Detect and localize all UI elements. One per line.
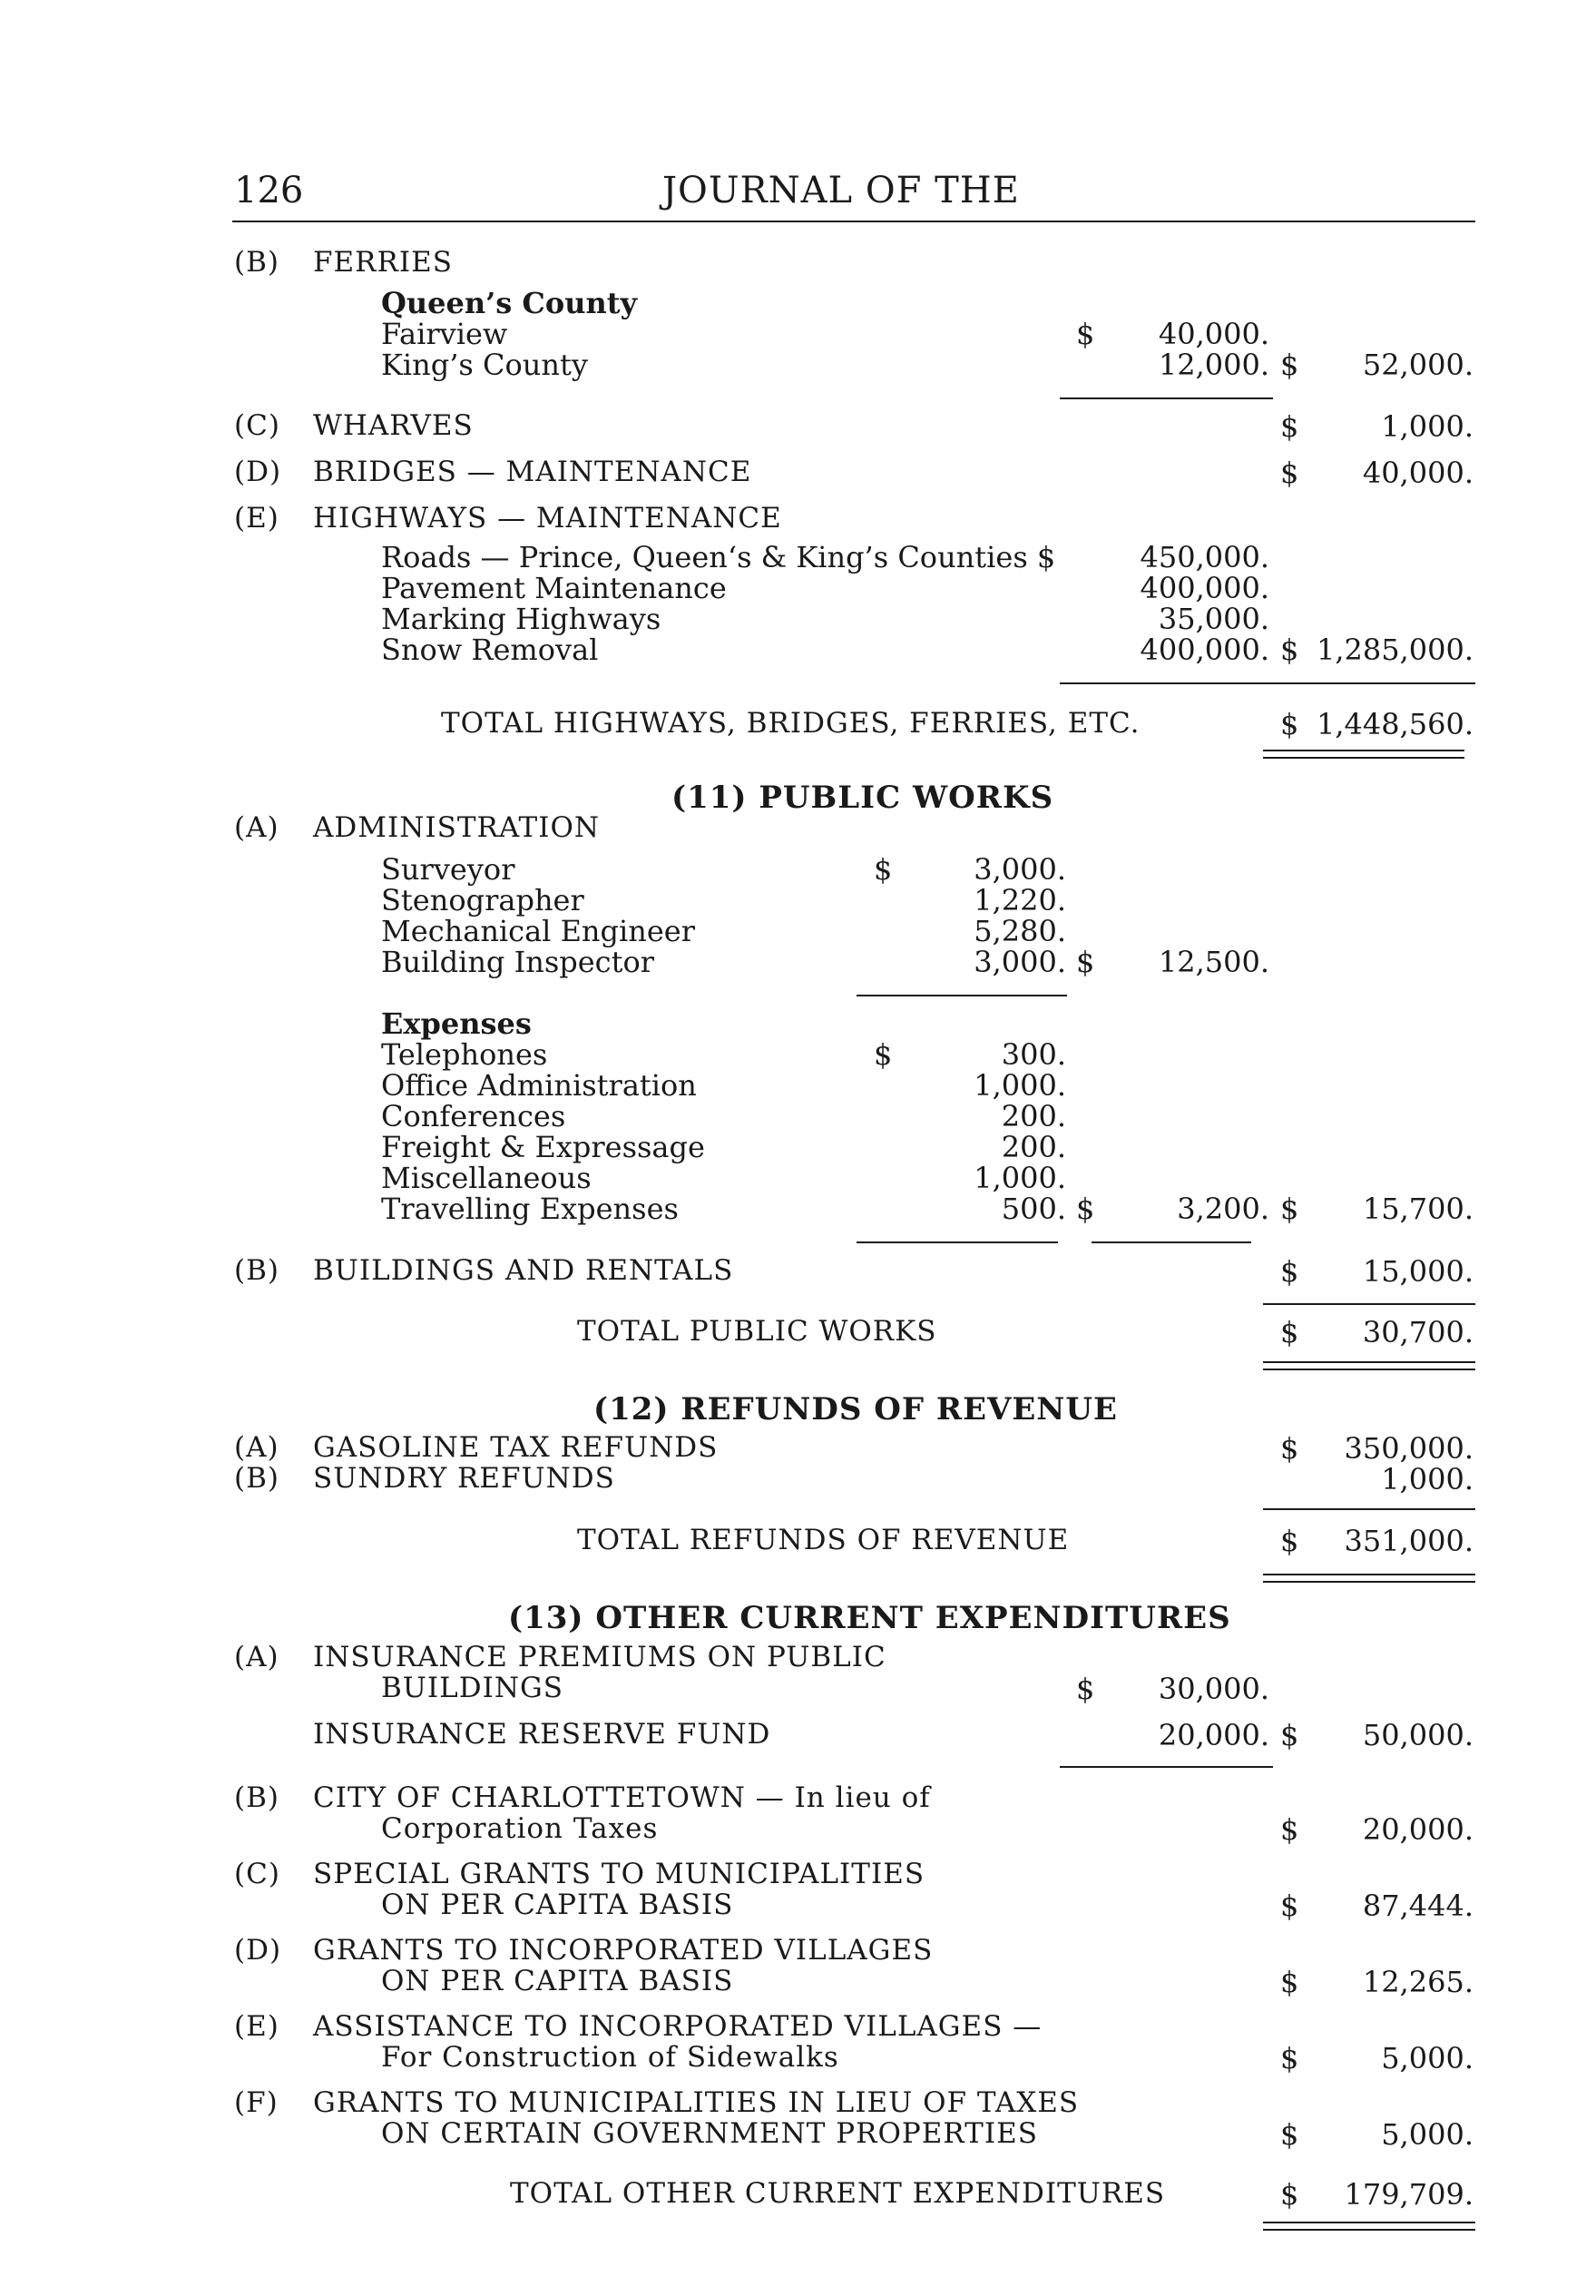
other-e-label: (E) — [234, 2010, 279, 2043]
highways-row-amount: 450,000. — [1140, 540, 1269, 574]
double-rule — [1263, 750, 1464, 751]
ferries-label: (B) — [234, 246, 279, 279]
expenses-subtotal-dollar: $ — [1076, 1192, 1095, 1226]
expense-row-name: Telephones — [381, 1037, 548, 1072]
grand-total-label: TOTAL HIGHWAYS, BRIDGES, FERRIES, ETC. — [441, 707, 1141, 740]
header-rule — [232, 221, 1475, 222]
other-a-total: 50,000. — [1362, 1718, 1474, 1752]
double-rule — [1263, 757, 1464, 759]
ferries-subhead: Queen’s County — [381, 286, 638, 320]
buildings-dollar: $ — [1280, 1254, 1299, 1289]
refund-title: GASOLINE TAX REFUNDS — [313, 1431, 719, 1464]
highways-total: 1,285,000. — [1316, 633, 1474, 667]
wharves-title: WHARVES — [313, 409, 474, 442]
admin-title: ADMINISTRATION — [313, 811, 601, 844]
buildings-total: 15,000. — [1362, 1254, 1474, 1289]
refund-total: 1,000. — [1381, 1462, 1474, 1496]
rule — [1060, 682, 1273, 684]
expense-row-dollar: $ — [874, 1037, 893, 1072]
refund-dollar: $ — [1280, 1431, 1299, 1466]
refund-label: (A) — [234, 1431, 279, 1464]
other-d-label: (D) — [234, 1934, 282, 1967]
admin-total-dollar: $ — [1280, 1192, 1299, 1226]
ferries-row-name: Fairview — [381, 317, 508, 351]
wharves-label: (C) — [234, 409, 280, 442]
other-e-total: 5,000. — [1381, 2041, 1474, 2075]
admin-label: (A) — [234, 811, 279, 844]
double-rule — [1263, 1369, 1475, 1370]
highways-row-name: Marking Highways — [381, 602, 661, 636]
grand-total: 1,448,560. — [1316, 707, 1474, 741]
highways-row-name: Pavement Maintenance — [381, 571, 727, 605]
other-c-total: 87,444. — [1362, 1889, 1474, 1923]
expenses-title: Expenses — [381, 1006, 532, 1041]
double-rule — [1263, 2229, 1475, 2231]
double-rule — [1263, 1361, 1475, 1363]
ferries-row-amount: 40,000. — [1158, 317, 1269, 351]
highways-total-dollar: $ — [1280, 633, 1299, 667]
refunds-total-dollar: $ — [1280, 1524, 1299, 1558]
refunds-heading: (12) REFUNDS OF REVENUE — [593, 1391, 1118, 1428]
admin-row-amount: 5,280. — [974, 914, 1066, 948]
page-number: 126 — [234, 170, 304, 211]
admin-row-name: Mechanical Engineer — [381, 914, 696, 948]
highways-row-amount: 35,000. — [1158, 602, 1269, 636]
ferries-title: FERRIES — [313, 246, 453, 279]
expense-row-amount: 200. — [1001, 1099, 1066, 1133]
page-title: JOURNAL OF THE — [662, 170, 1020, 211]
other-a-dollar: $ — [1076, 1672, 1095, 1706]
wharves-total: 1,000. — [1381, 409, 1474, 444]
admin-subtotal-dollar: $ — [1076, 945, 1095, 979]
bridges-total: 40,000. — [1362, 456, 1474, 490]
expense-row-name: Conferences — [381, 1099, 566, 1133]
grand-total-dollar: $ — [1280, 707, 1299, 741]
other-a-line2: BUILDINGS — [381, 1672, 563, 1704]
expense-row-name: Miscellaneous — [381, 1161, 592, 1195]
highways-row-name: Roads — Prince, Queen‘s & King’s Counties $ — [381, 540, 1056, 574]
other-c-dollar: $ — [1280, 1889, 1299, 1923]
other-e-line2: For Construction of Sidewalks — [381, 2041, 839, 2074]
expense-row-amount: 200. — [1001, 1130, 1066, 1164]
expense-row-amount: 1,000. — [974, 1068, 1066, 1103]
rule — [1263, 682, 1475, 684]
double-rule — [1263, 1581, 1475, 1583]
admin-row-name: Building Inspector — [381, 945, 655, 979]
bridges-dollar: $ — [1280, 456, 1299, 490]
other-b-total: 20,000. — [1362, 1812, 1474, 1847]
admin-row-amount: 1,220. — [974, 883, 1066, 917]
public-works-total-dollar: $ — [1280, 1315, 1299, 1349]
expense-row-name: Office Administration — [381, 1068, 697, 1103]
other-d-line2: ON PER CAPITA BASIS — [381, 1965, 734, 1997]
other-a-label: (A) — [234, 1641, 279, 1673]
other-total: 179,709. — [1344, 2177, 1474, 2212]
double-rule — [1263, 1574, 1475, 1575]
highways-title: HIGHWAYS — MAINTENANCE — [313, 502, 782, 535]
highways-row-amount: 400,000. — [1140, 571, 1269, 605]
other-b-dollar: $ — [1280, 1812, 1299, 1847]
admin-row-amount: 3,000. — [974, 945, 1066, 979]
buildings-label: (B) — [234, 1254, 279, 1287]
other-e-line1: ASSISTANCE TO INCORPORATED VILLAGES — — [313, 2010, 1043, 2043]
admin-subtotal: 12,500. — [1158, 945, 1269, 979]
ferries-total: 52,000. — [1362, 348, 1474, 382]
other-a-reserve: INSURANCE RESERVE FUND — [313, 1718, 771, 1751]
other-heading: (13) OTHER CURRENT EXPENDITURES — [508, 1600, 1231, 1636]
other-a-amount: 30,000. — [1158, 1672, 1269, 1706]
ferries-row-dollar: $ — [1076, 317, 1095, 351]
other-f-total: 5,000. — [1381, 2117, 1474, 2152]
bridges-label: (D) — [234, 456, 282, 488]
other-f-line1: GRANTS TO MUNICIPALITIES IN LIEU OF TAXES — [313, 2086, 1080, 2119]
admin-row-name: Stenographer — [381, 883, 584, 917]
rule — [1092, 1241, 1251, 1243]
public-works-total-label: TOTAL PUBLIC WORKS — [577, 1315, 937, 1348]
other-e-dollar: $ — [1280, 2041, 1299, 2075]
rule — [1263, 1303, 1475, 1305]
rule — [1060, 1766, 1273, 1768]
expense-row-amount: 1,000. — [974, 1161, 1066, 1195]
highways-row-name: Snow Removal — [381, 633, 599, 667]
other-f-dollar: $ — [1280, 2117, 1299, 2152]
rule — [857, 995, 1067, 996]
refunds-total-label: TOTAL REFUNDS OF REVENUE — [577, 1524, 1070, 1556]
other-a-line1: INSURANCE PREMIUMS ON PUBLIC — [313, 1641, 886, 1673]
other-f-line2: ON CERTAIN GOVERNMENT PROPERTIES — [381, 2117, 1038, 2150]
double-rule — [1263, 2222, 1475, 2223]
ferries-row-name: King’s County — [381, 348, 588, 382]
other-c-line1: SPECIAL GRANTS TO MUNICIPALITIES — [313, 1858, 925, 1890]
other-c-label: (C) — [234, 1858, 280, 1890]
buildings-title: BUILDINGS AND RENTALS — [313, 1254, 734, 1287]
rule — [1060, 397, 1273, 399]
highways-label: (E) — [234, 502, 279, 535]
other-b-line2: Corporation Taxes — [381, 1812, 659, 1845]
expense-row-name: Travelling Expenses — [381, 1192, 679, 1226]
bridges-title: BRIDGES — MAINTENANCE — [313, 456, 752, 488]
other-a-total-dollar: $ — [1280, 1718, 1299, 1752]
other-c-line2: ON PER CAPITA BASIS — [381, 1889, 734, 1921]
other-d-line1: GRANTS TO INCORPORATED VILLAGES — [313, 1934, 934, 1967]
admin-total: 15,700. — [1362, 1192, 1474, 1226]
other-total-label: TOTAL OTHER CURRENT EXPENDITURES — [510, 2177, 1166, 2210]
other-total-dollar: $ — [1280, 2177, 1299, 2212]
expense-row-name: Freight & Expressage — [381, 1130, 705, 1164]
expenses-subtotal: 3,200. — [1177, 1192, 1269, 1226]
other-f-label: (F) — [234, 2086, 279, 2119]
other-d-total: 12,265. — [1362, 1965, 1474, 1999]
public-works-total: 30,700. — [1362, 1315, 1474, 1349]
other-b-label: (B) — [234, 1781, 279, 1814]
other-b-line1: CITY OF CHARLOTTETOWN — In lieu of — [313, 1781, 931, 1814]
ferries-row-amount: 12,000. — [1158, 348, 1269, 382]
public-works-heading: (11) PUBLIC WORKS — [671, 780, 1054, 816]
highways-row-amount: 400,000. — [1140, 633, 1269, 667]
refund-title: SUNDRY REFUNDS — [313, 1462, 615, 1495]
other-d-dollar: $ — [1280, 1965, 1299, 1999]
refunds-total: 351,000. — [1344, 1524, 1474, 1558]
rule — [857, 1241, 1058, 1243]
wharves-dollar: $ — [1280, 409, 1299, 444]
other-a-reserve-amount: 20,000. — [1158, 1718, 1269, 1752]
admin-row-amount: 3,000. — [974, 852, 1066, 887]
ferries-total-dollar: $ — [1280, 348, 1299, 382]
expense-row-amount: 300. — [1001, 1037, 1066, 1072]
rule — [1263, 1508, 1475, 1510]
expense-row-amount: 500. — [1001, 1192, 1066, 1226]
refund-total: 350,000. — [1344, 1431, 1474, 1466]
admin-row-name: Surveyor — [381, 852, 515, 887]
admin-row-dollar: $ — [874, 852, 893, 887]
refund-label: (B) — [234, 1462, 279, 1495]
